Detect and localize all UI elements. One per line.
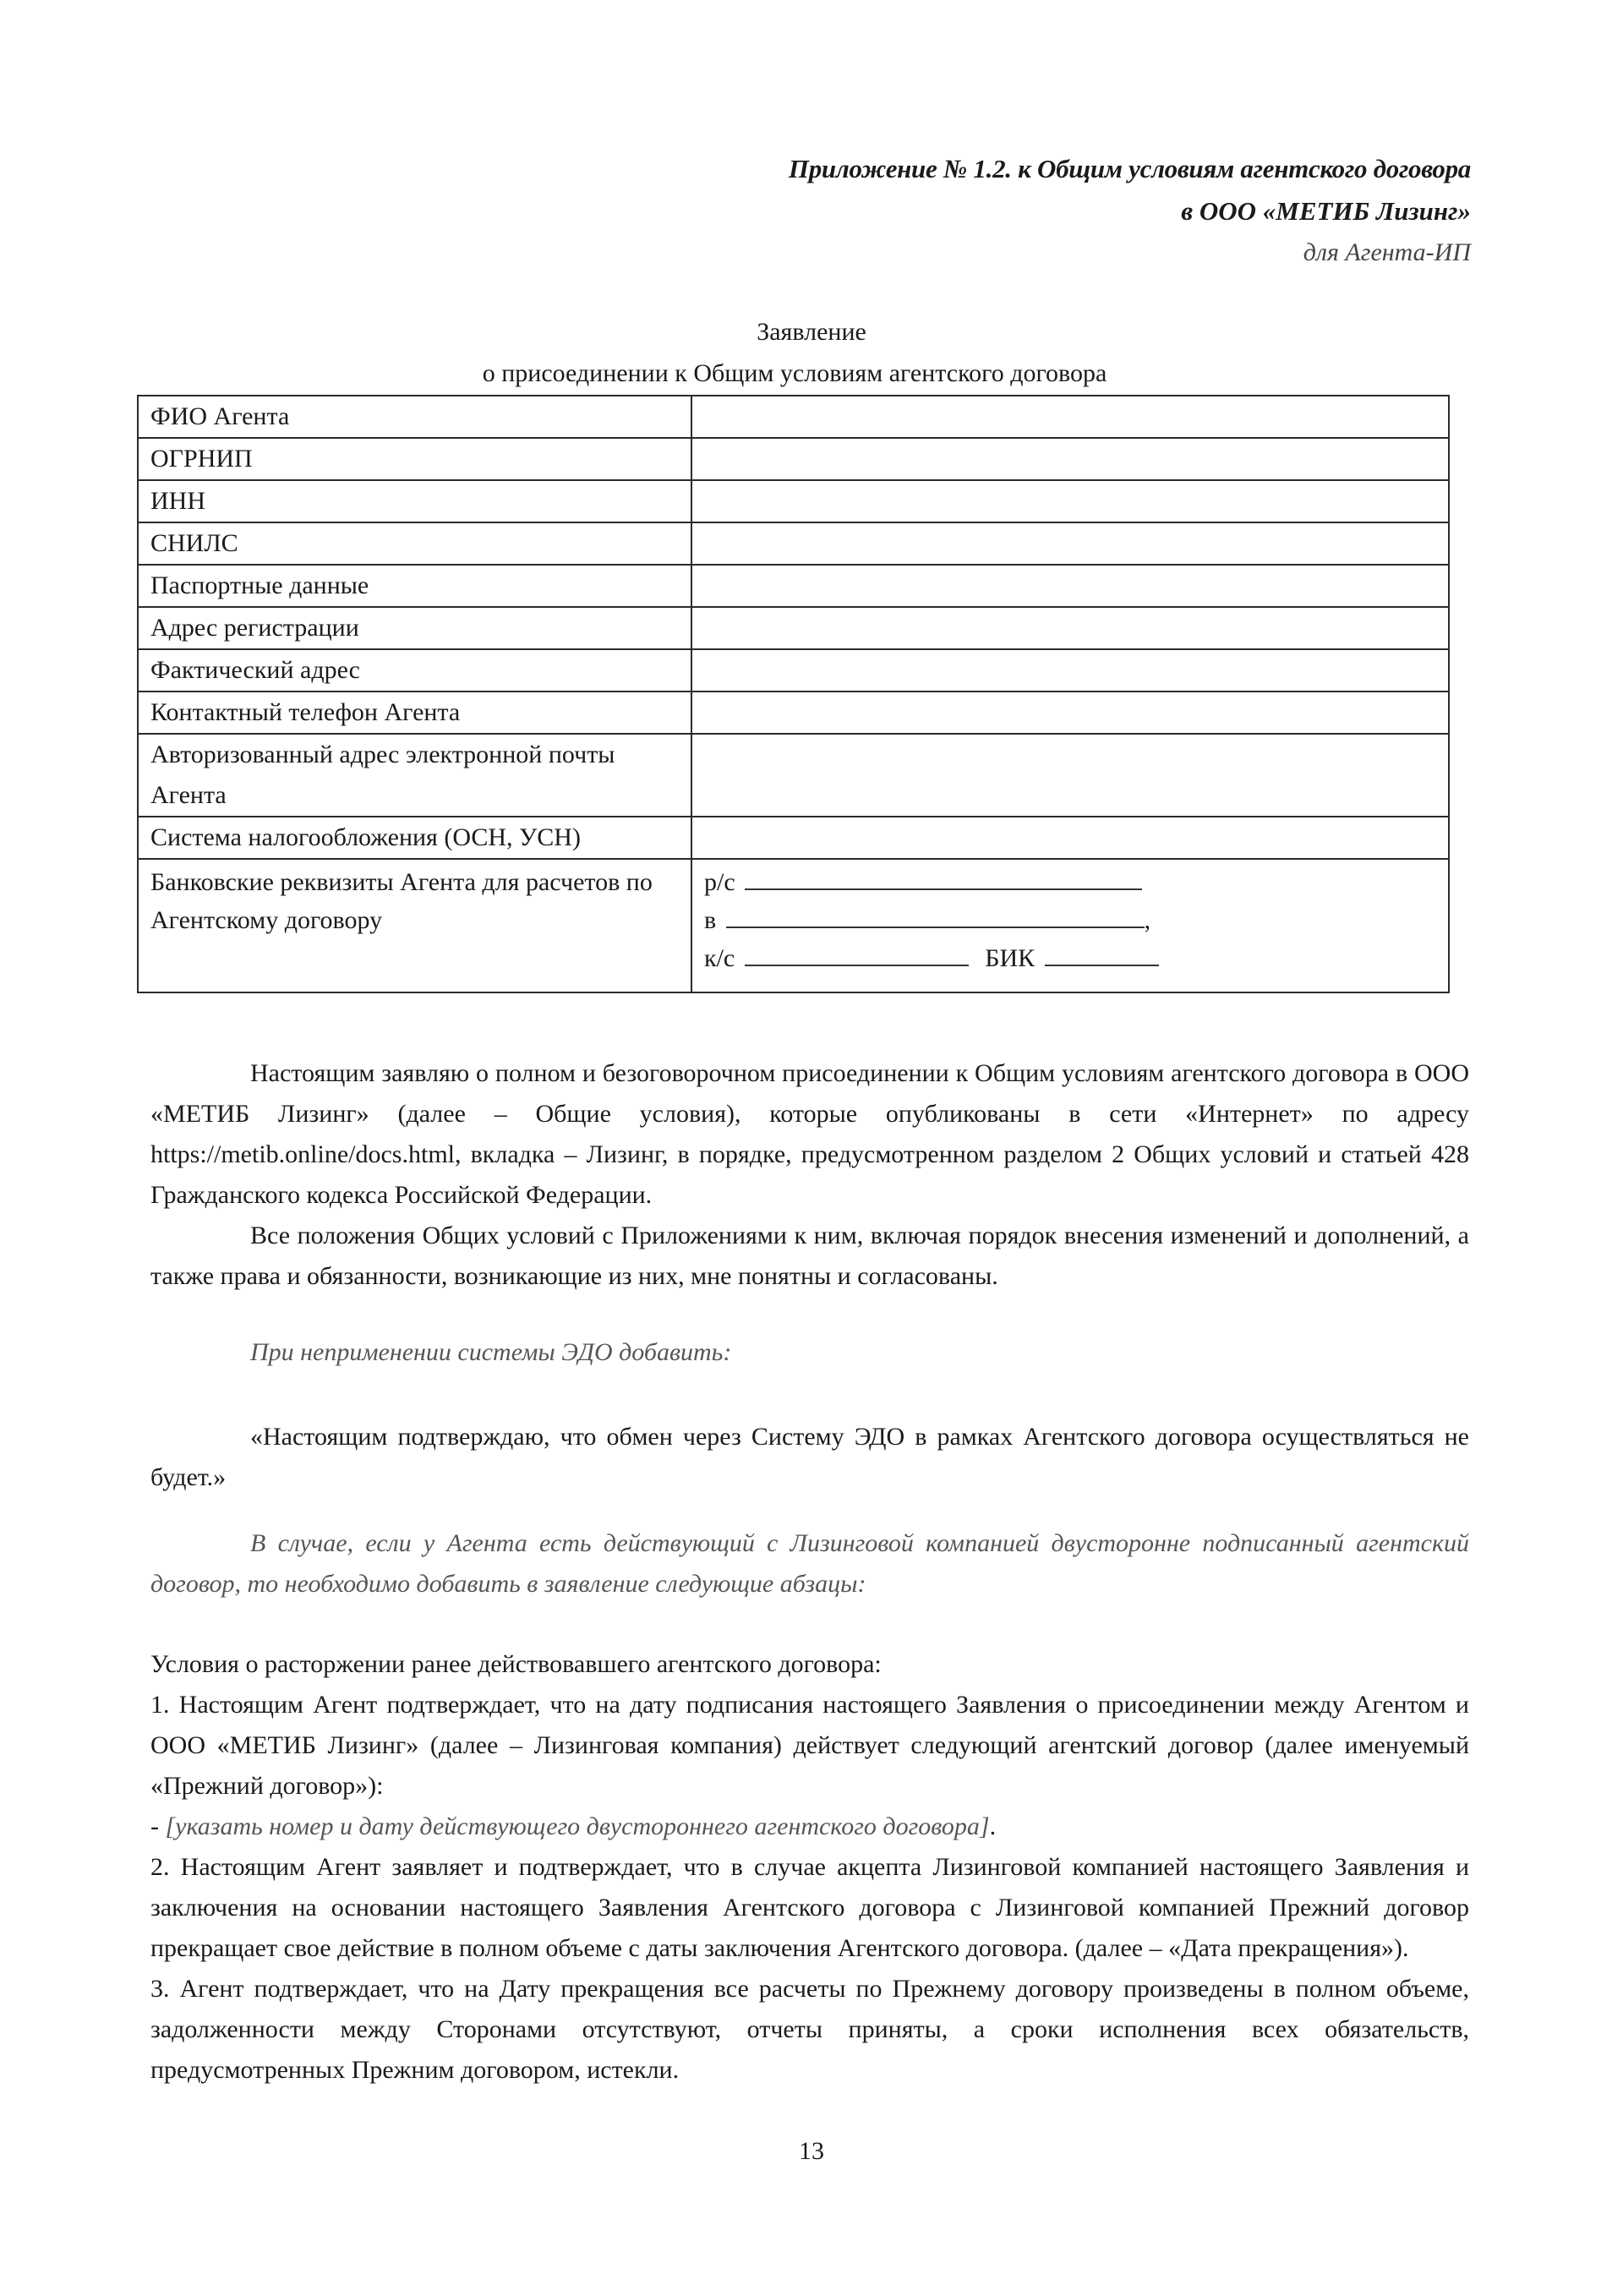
row-label: Паспортные данные (138, 565, 691, 607)
row-label: ИНН (138, 480, 691, 522)
period: . (989, 1812, 997, 1840)
bank-name-field[interactable] (726, 901, 1145, 928)
agent-details-table (137, 395, 1450, 993)
appendix-header-line1: Приложение № 1.2. к Общим условиям агентского договора (788, 154, 1471, 183)
tax-system-field[interactable] (691, 817, 1449, 859)
snils-field[interactable] (691, 522, 1449, 565)
document-title: Заявление (757, 318, 866, 346)
edo-statement: «Настоящим подтверждаю, что обмен через Систему ЭДО в рамках Агентского договора осуществляться не будет.» (150, 1423, 1469, 1491)
ogrnip-field[interactable] (691, 438, 1449, 480)
corr-account-line (704, 939, 1436, 977)
table-row (138, 649, 1449, 692)
row-label: Банковские реквизиты Агента для расчетов по Агентскому договору (138, 859, 691, 992)
actual-address-field[interactable] (691, 649, 1449, 692)
table-row (138, 734, 1449, 817)
table-row (138, 522, 1449, 565)
edo-note: При неприменении системы ЭДО добавить: (250, 1338, 732, 1366)
termination-section (150, 1644, 1469, 2091)
bank-name-line (704, 901, 1436, 939)
table-row-bank (138, 859, 1449, 992)
termination-item-1-placeholder-line (150, 1807, 1469, 1847)
row-label: Система налогообложения (ОСН, УСН) (138, 817, 691, 859)
page-number: 13 (799, 2137, 824, 2165)
row-label: ФИО Агента (138, 396, 691, 438)
bank-name-label: в (704, 906, 717, 934)
corr-account-field[interactable] (745, 939, 969, 966)
provisions-paragraph: Все положения Общих условий с Приложениями к ним, включая порядок внесения изменений и дополнений, а также права и обязанности, возникающие из них, мне понятны и согласованы. (150, 1222, 1469, 1290)
table-row (138, 607, 1449, 649)
table-row (138, 565, 1449, 607)
document-subtitle: о присоединении к Общим условиям агентского договора (482, 359, 1107, 387)
bank-details-cell (691, 859, 1449, 992)
contract-placeholder: [указать номер и дату действующего двустороннего агентского договора] (165, 1812, 990, 1840)
row-label: ОГРНИП (138, 438, 691, 480)
row-label: Фактический адрес (138, 649, 691, 692)
appendix-header-line3: для Агента-ИП (1303, 238, 1471, 266)
row-label: Адрес регистрации (138, 607, 691, 649)
corr-account-label: к/с (704, 944, 735, 972)
termination-item-2: 2. Настоящим Агент заявляет и подтверждает, что в случае акцепта Лизинговой компанией настоящего Заявления и заключения на основании настоящего Заявления Агентского договора с Лизинговой компанией Прежний договор прекращает свое действие в полном объеме с даты заключения Агентского договора. (далее – «Дата прекращения»). (150, 1853, 1469, 1962)
agent-name-field[interactable] (691, 396, 1449, 438)
existing-contract-note: В случае, если у Агента есть действующий с Лизинговой компанией двусторонне подписанный агентский договор, то необходимо добавить в заявление следующие абзацы: (150, 1529, 1469, 1598)
table-row (138, 438, 1449, 480)
bank-name-suffix: , (1144, 906, 1151, 934)
table-row (138, 692, 1449, 734)
accession-paragraph: Настоящим заявляю о полном и безоговорочном присоединении к Общим условиям агентского договора в ООО «МЕТИБ Лизинг» (далее – Общие условия), которые опубликованы в сети «Интернет» по адресу https://metib.online/docs.html, вкладка – Лизинг, в порядке, предусмотренном разделом 2 Общих условий и статьей 428 Гражданского кодекса Российской Федерации. (150, 1059, 1469, 1209)
inn-field[interactable] (691, 480, 1449, 522)
settlement-account-label: р/с (704, 868, 735, 896)
table-row (138, 396, 1449, 438)
settlement-account-line (704, 863, 1436, 901)
row-label: Авторизованный адрес электронной почты Агента (138, 734, 691, 817)
row-label: Контактный телефон Агента (138, 692, 691, 734)
dash: - (150, 1812, 166, 1840)
table-row (138, 480, 1449, 522)
email-field[interactable] (691, 734, 1449, 817)
row-label: СНИЛС (138, 522, 691, 565)
termination-item-1: 1. Настоящим Агент подтверждает, что на дату подписания настоящего Заявления о присоединении между Агентом и ООО «МЕТИБ Лизинг» (далее – Лизинговая компания) действует следующий агентский договор (далее именуемый «Прежний договор»): (150, 1691, 1469, 1800)
table-row (138, 817, 1449, 859)
settlement-account-field[interactable] (745, 863, 1142, 890)
passport-field[interactable] (691, 565, 1449, 607)
phone-field[interactable] (691, 692, 1449, 734)
termination-item-3: 3. Агент подтверждает, что на Дату прекращения все расчеты по Прежнему договору произведены в полном объеме, задолженности между Сторонами отсутствуют, отчеты приняты, а сроки исполнения всех обязательств, предусмотренных Прежним договором, истекли. (150, 1975, 1469, 2084)
registration-address-field[interactable] (691, 607, 1449, 649)
termination-heading: Условия о расторжении ранее действовавшего агентского договора: (150, 1650, 882, 1678)
bik-field[interactable] (1045, 939, 1159, 966)
appendix-header-line2: в ООО «МЕТИБ Лизинг» (1181, 196, 1471, 226)
bik-label: БИК (985, 944, 1036, 972)
